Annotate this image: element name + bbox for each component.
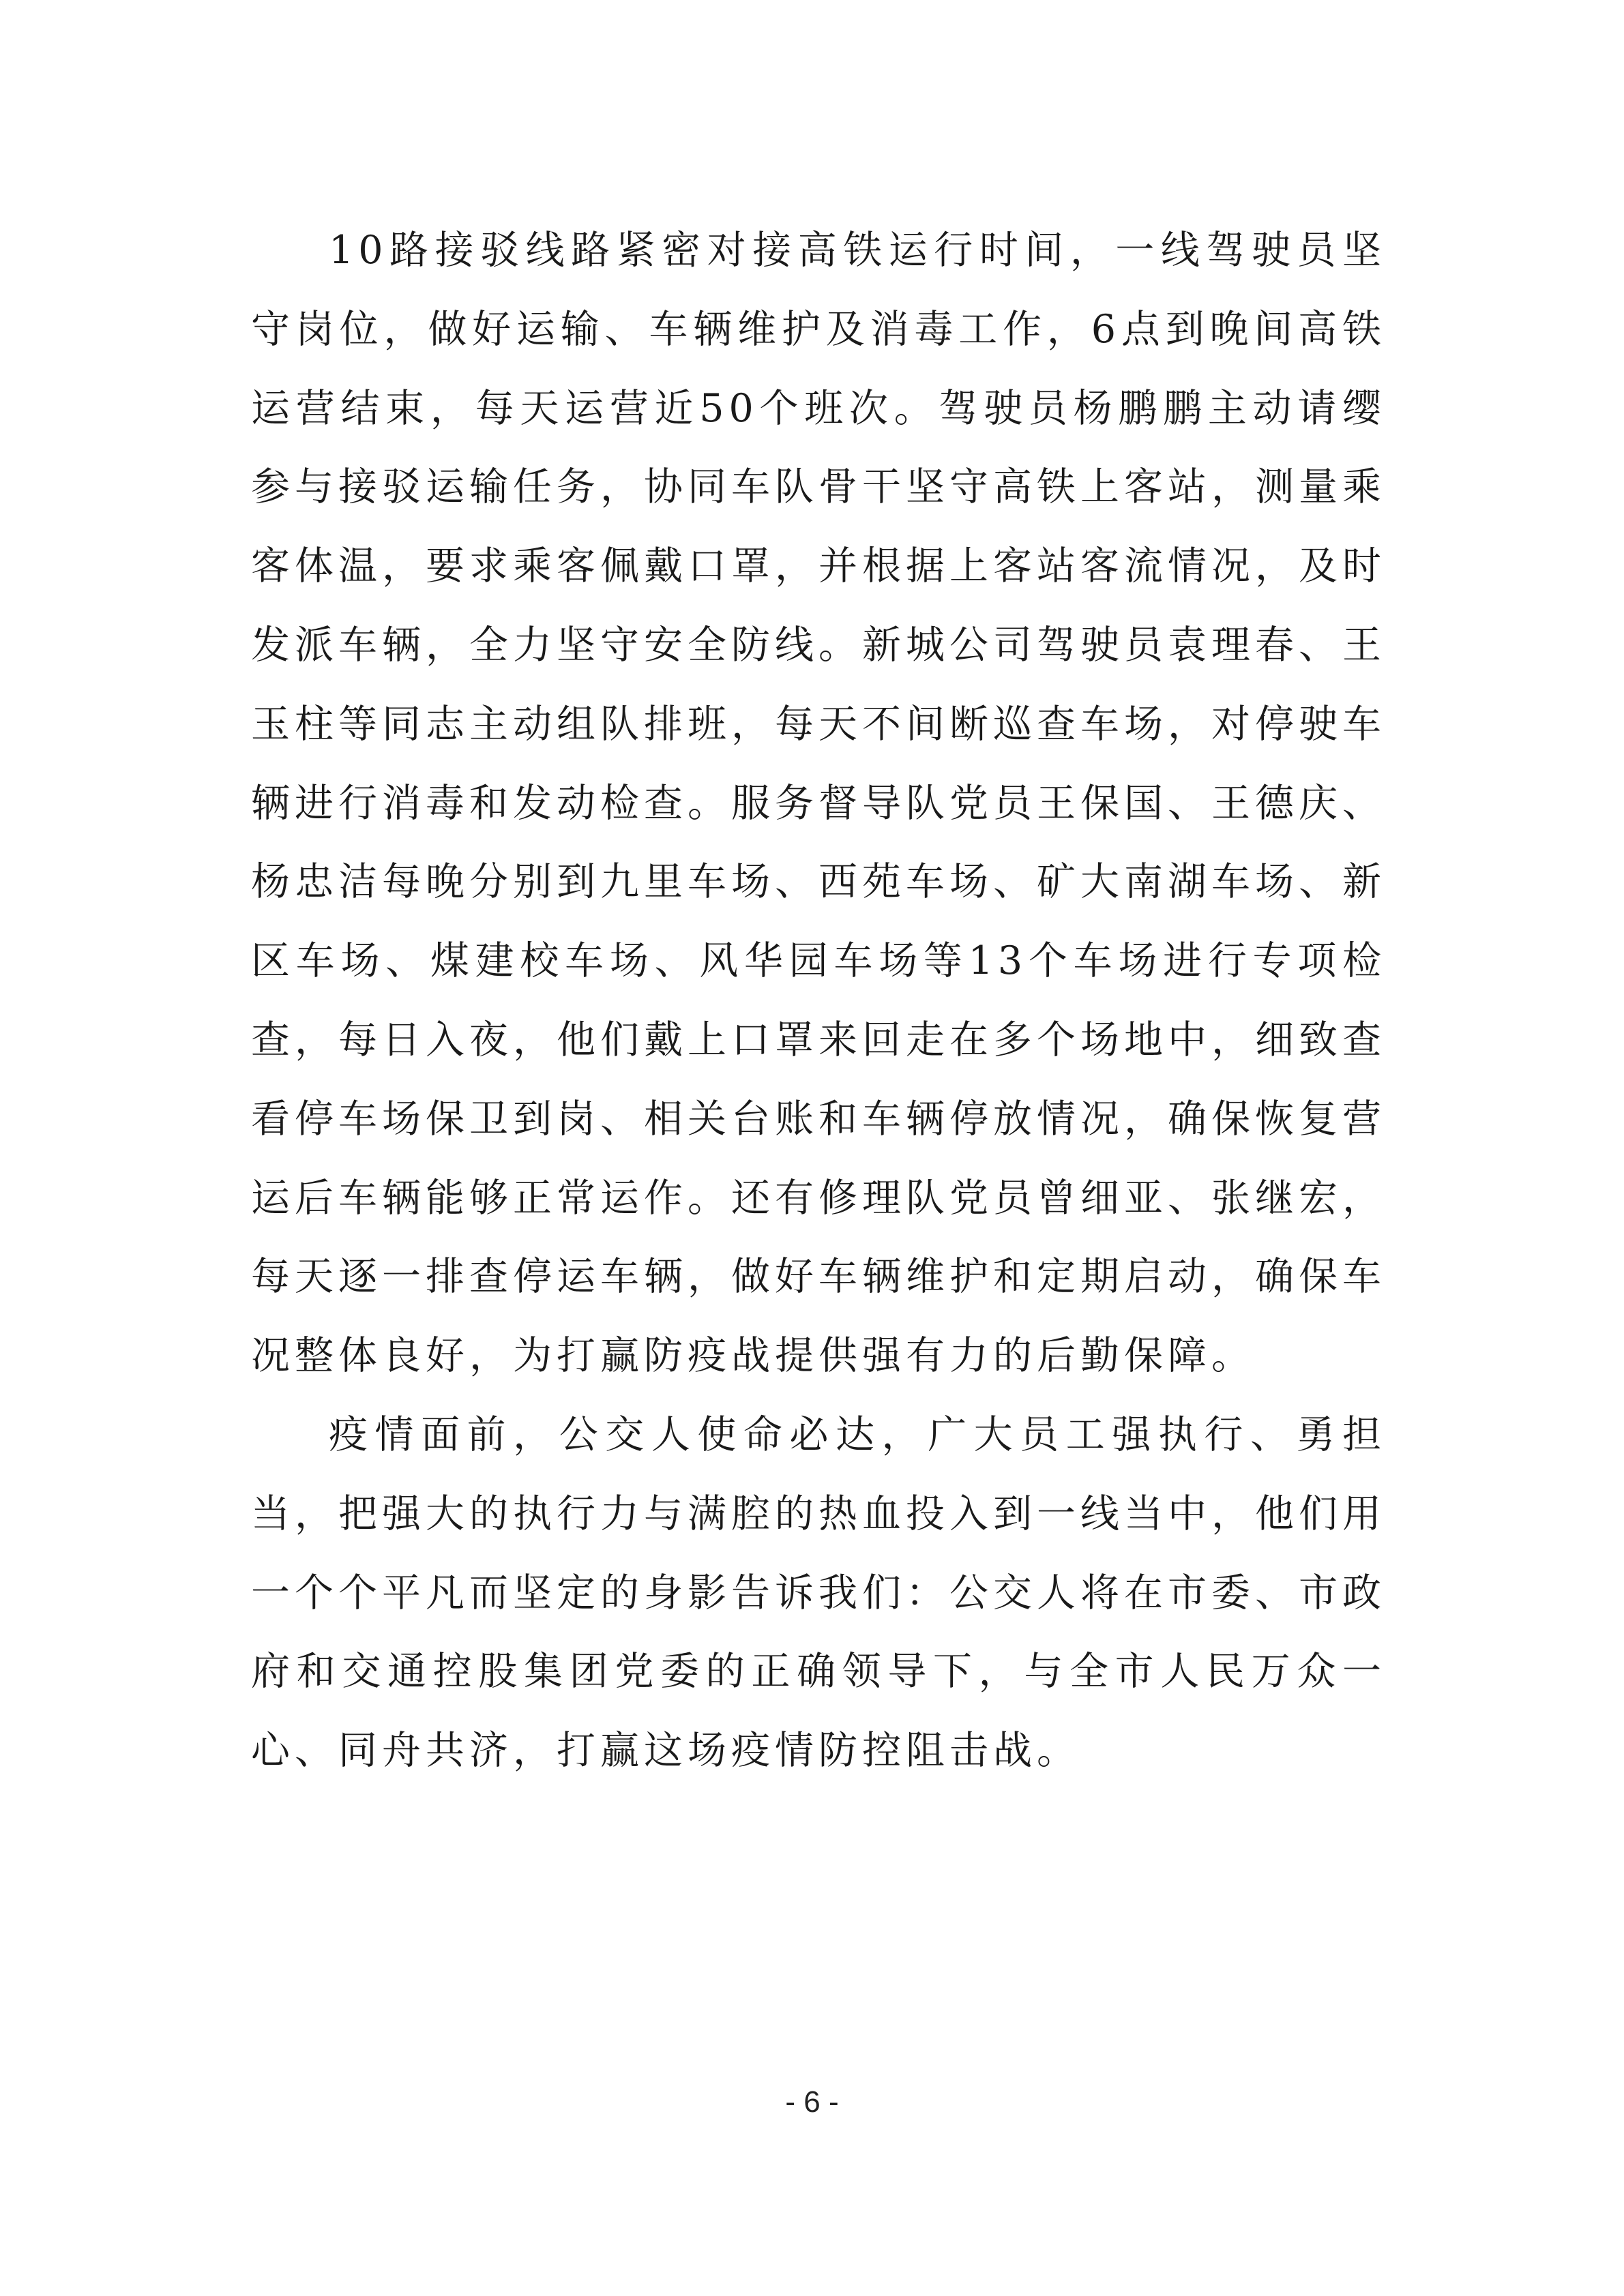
document-body bbox=[251, 211, 1386, 1791]
paragraph-2: 疫情面前，公交人使命必达，广大员工强执行、勇担当，把强大的执行力与满腔的热血投入到一线当中，他们用一个个平凡而坚定的身影告诉我们：公交人将在市委、市政府和交通控股集团党委的正确领导下，与全市人民万众一心、同舟共济，打赢这场疫情防控阻击战。 bbox=[251, 1412, 1386, 1774]
paragraph-1: 10路接驳线路紧密对接高铁运行时间，一线驾驶员坚守岗位，做好运输、车辆维护及消毒工作，6点到晚间高铁运营结束，每天运营近50个班次。驾驶员杨鹏鹏主动请缨参与接驳运输任务，协同车队骨干坚守高铁上客站，测量乘客体温，要求乘客佩戴口罩，并根据上客站客流情况，及时发派车辆，全力坚守安全防线。新城公司驾驶员袁理春、王玉柱等同志主动组队排班，每天不间断巡查车场，对停驶车辆进行消毒和发动检查。服务督导队党员王保国、王德庆、杨忠洁每晚分别到九里车场、西苑车场、矿大南湖车场、新区车场、煤建校车场、风华园车场等13个车场进行专项检查，每日入夜，他们戴上口罩来回走在多个场地中，细致查看停车场保卫到岗、相关台账和车辆停放情况，确保恢复营运后车辆能够正常运作。还有修理队党员曾细亚、张继宏，每天逐一排查停运车辆，做好车辆维护和定期启动，确保车况整体良好，为打赢防疫战提供强有力的后勤保障。 bbox=[251, 228, 1386, 1379]
page-number: - 6 - bbox=[785, 2085, 839, 2119]
